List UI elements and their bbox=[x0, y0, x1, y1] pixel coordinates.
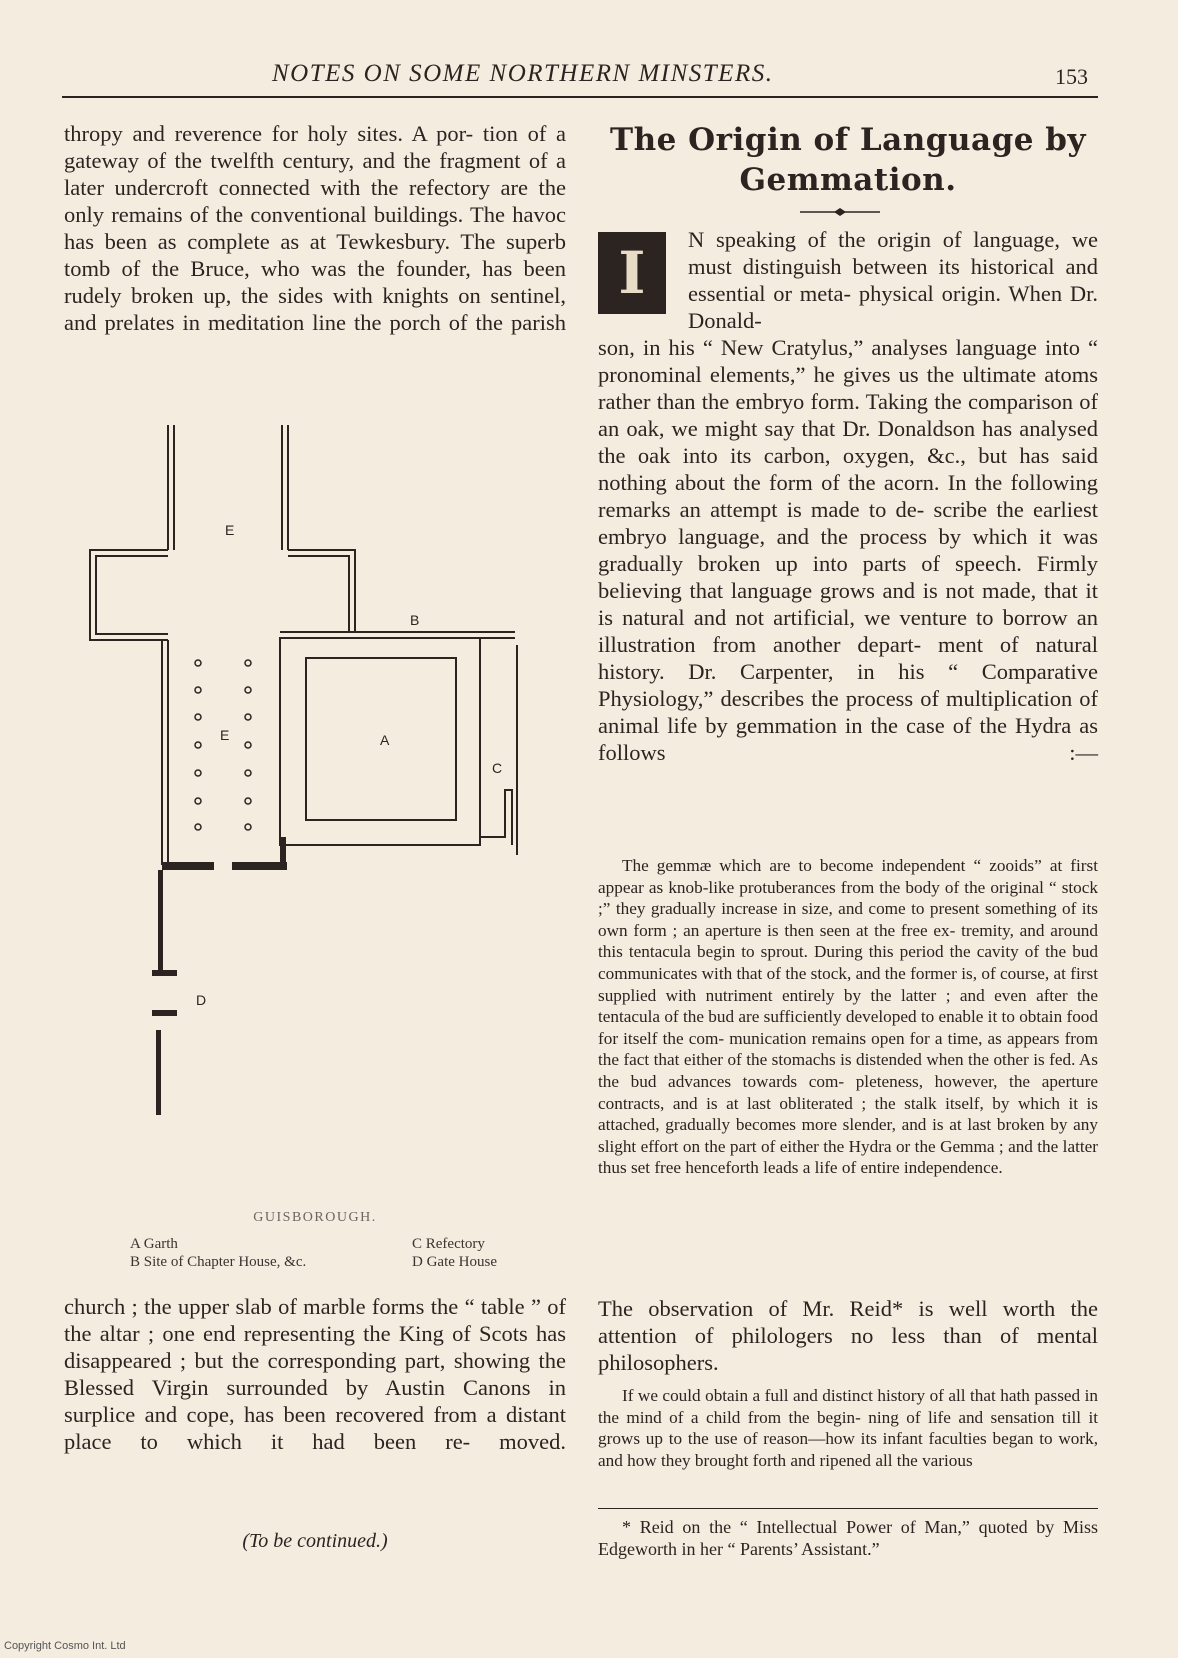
plan-pier bbox=[245, 742, 251, 748]
paragraph: church ; the upper slab of marble forms the “ table ” of the altar ; one end representing the King of Scots has disappeared ; but the corresponding part, showing the Blessed Virgin surrounded by Austin Canons in surplice and cope, has been recovered from a distant place to which it had been re- moved. bbox=[64, 1294, 566, 1454]
copyright-watermark: Copyright Cosmo Int. Ltd bbox=[4, 1640, 126, 1652]
plan-pier bbox=[245, 687, 251, 693]
plan-pier bbox=[245, 824, 251, 830]
footnote bbox=[598, 1516, 1098, 1560]
page-header bbox=[62, 56, 1098, 98]
carpenter-quotation bbox=[598, 855, 1098, 1179]
running-title: NOTES ON SOME NORTHERN MINSTERS. bbox=[272, 60, 774, 87]
plan-letter: E bbox=[220, 727, 230, 743]
plan-pier bbox=[195, 798, 201, 804]
plan-wall bbox=[288, 550, 355, 632]
plan-pier bbox=[195, 742, 201, 748]
plan-pier bbox=[195, 660, 201, 666]
left-column-top-text bbox=[64, 120, 566, 336]
plan-letter: A bbox=[380, 732, 390, 748]
plan-wall bbox=[288, 556, 349, 632]
reid-quotation bbox=[598, 1385, 1098, 1471]
page-number: 153 bbox=[1055, 64, 1088, 89]
left-column-bottom-text bbox=[64, 1293, 566, 1455]
drop-cap: I bbox=[598, 232, 666, 314]
title-line: The Origin of Language by bbox=[610, 122, 1086, 158]
plan-letter: B bbox=[410, 612, 420, 628]
paragraph: thropy and reverence for holy sites. A por- tion of a gateway of the twelfth century, and the fragment of a later undercroft connected with the refectory are the only remains of the conventional buildings. The havoc has been as complete as at Tewkesbury. The superb tomb of the Bruce, who was the founder, has been rudely broken up, the sides with knights on sentinel, and prelates in meditation line the porch of the parish bbox=[64, 121, 566, 335]
figure-key-item: D Gate House bbox=[412, 1254, 497, 1270]
plan-letter: E bbox=[225, 522, 235, 538]
plan-letter: D bbox=[196, 992, 207, 1008]
plan-wall bbox=[152, 970, 177, 976]
plan-pier bbox=[245, 660, 251, 666]
plan-pier bbox=[195, 714, 201, 720]
plan-letter: C bbox=[492, 760, 503, 776]
plan-wall bbox=[480, 790, 512, 845]
title-ornament bbox=[800, 208, 880, 216]
plan-wall bbox=[232, 862, 287, 870]
guisborough-plan-figure bbox=[80, 425, 560, 1195]
plan-wall bbox=[96, 556, 168, 634]
footnote-text: * Reid on the “ Intellectual Power of Man,” quoted by Miss Edgeworth in her “ Parents’ Assistant.” bbox=[598, 1517, 1098, 1559]
figure-caption-title: GUISBOROUGH. bbox=[253, 1210, 377, 1225]
plan-pier bbox=[195, 687, 201, 693]
plan-pier bbox=[245, 798, 251, 804]
plan-pier bbox=[195, 824, 201, 830]
paragraph: son, in his “ New Cratylus,” analyses language into “ pronominal elements,” he gives us the ultimate atoms rather than the embryo form. Taking the comparison of an oak, we might say that Dr. Donaldson has analysed the oak into its carbon, oxygen, &c., but has said nothing about the form of the acorn. In the following remarks an attempt is made to de- scribe the earliest embryo language, and the process by which it was gradually broken up into parts of speech. Firmly believing that language grows and is not made, that it is natural and not artificial, we venture to borrow an illustration from another depart- ment of natural history. Dr. Carpenter, in his “ Comparative Physiology,” describes the process of multiplication of animal life by gemmation in the case of the Hydra as follows :— bbox=[598, 335, 1098, 765]
paragraph: N speaking of the origin of language, we must distinguish between its historical and essential or meta- physical origin. When Dr. Donald- bbox=[688, 227, 1098, 333]
title-line: Gemmation. bbox=[739, 162, 957, 198]
figure-key-item: B Site of Chapter House, &c. bbox=[130, 1254, 307, 1270]
paragraph: The gemmæ which are to become independent “ zooids” at first appear as knob-like protuberances from the body of the original “ stock ;” they gradually increase in size, and come to present something of its own form ; an aperture is then seen at the free ex- tremity, and around this tentacula begin to sprout. During this period the cavity of the bud communicates with that of the stock, and the former is, of course, at first supplied with nutriment entirely by the latter ; and even after the tentacula of the bud are sufficiently developed to enable it to obtain food for itself the com- munication remains open for a time, as appears from the fact that either of the stomachs is distended when the other is fed. As the bud advances towards com- pleteness, however, the aperture contracts, and is at last obliterated ; the stalk itself, by which it is attached, gradually becomes more slender, and is at last broken by any slight effort on the part of either the Hydra or the Gemma ; and the latter thus set free henceforth leads a life of entire independence. bbox=[598, 856, 1098, 1178]
plan-wall bbox=[156, 1030, 161, 1115]
paragraph: If we could obtain a full and distinct history of all that hath passed in the mind of a child from the begin- ning of life and sensation till it grows up to the use of reason—how its infant faculties began to work, and how they brought forth and ripened all the various bbox=[598, 1386, 1098, 1470]
footnote-rule bbox=[598, 1508, 1098, 1509]
article-intro-text bbox=[688, 226, 1098, 334]
article-main-text bbox=[598, 334, 1098, 766]
plan-wall bbox=[90, 550, 168, 640]
plan-wall bbox=[162, 862, 214, 870]
reid-paragraph bbox=[598, 1295, 1098, 1376]
figure-key-item: A Garth bbox=[130, 1236, 178, 1252]
to-be-continued: (To be continued.) bbox=[242, 1530, 388, 1552]
paragraph: The observation of Mr. Reid* is well worth the attention of philologers no less than of mental philosophers. bbox=[598, 1296, 1098, 1375]
plan-wall bbox=[152, 1010, 177, 1016]
plan-pier bbox=[195, 770, 201, 776]
plan-wall bbox=[280, 837, 286, 867]
figure-key-item: C Refectory bbox=[412, 1236, 485, 1252]
plan-pier bbox=[245, 770, 251, 776]
plan-wall bbox=[158, 870, 163, 970]
article-title bbox=[598, 120, 1098, 200]
plan-pier bbox=[245, 714, 251, 720]
